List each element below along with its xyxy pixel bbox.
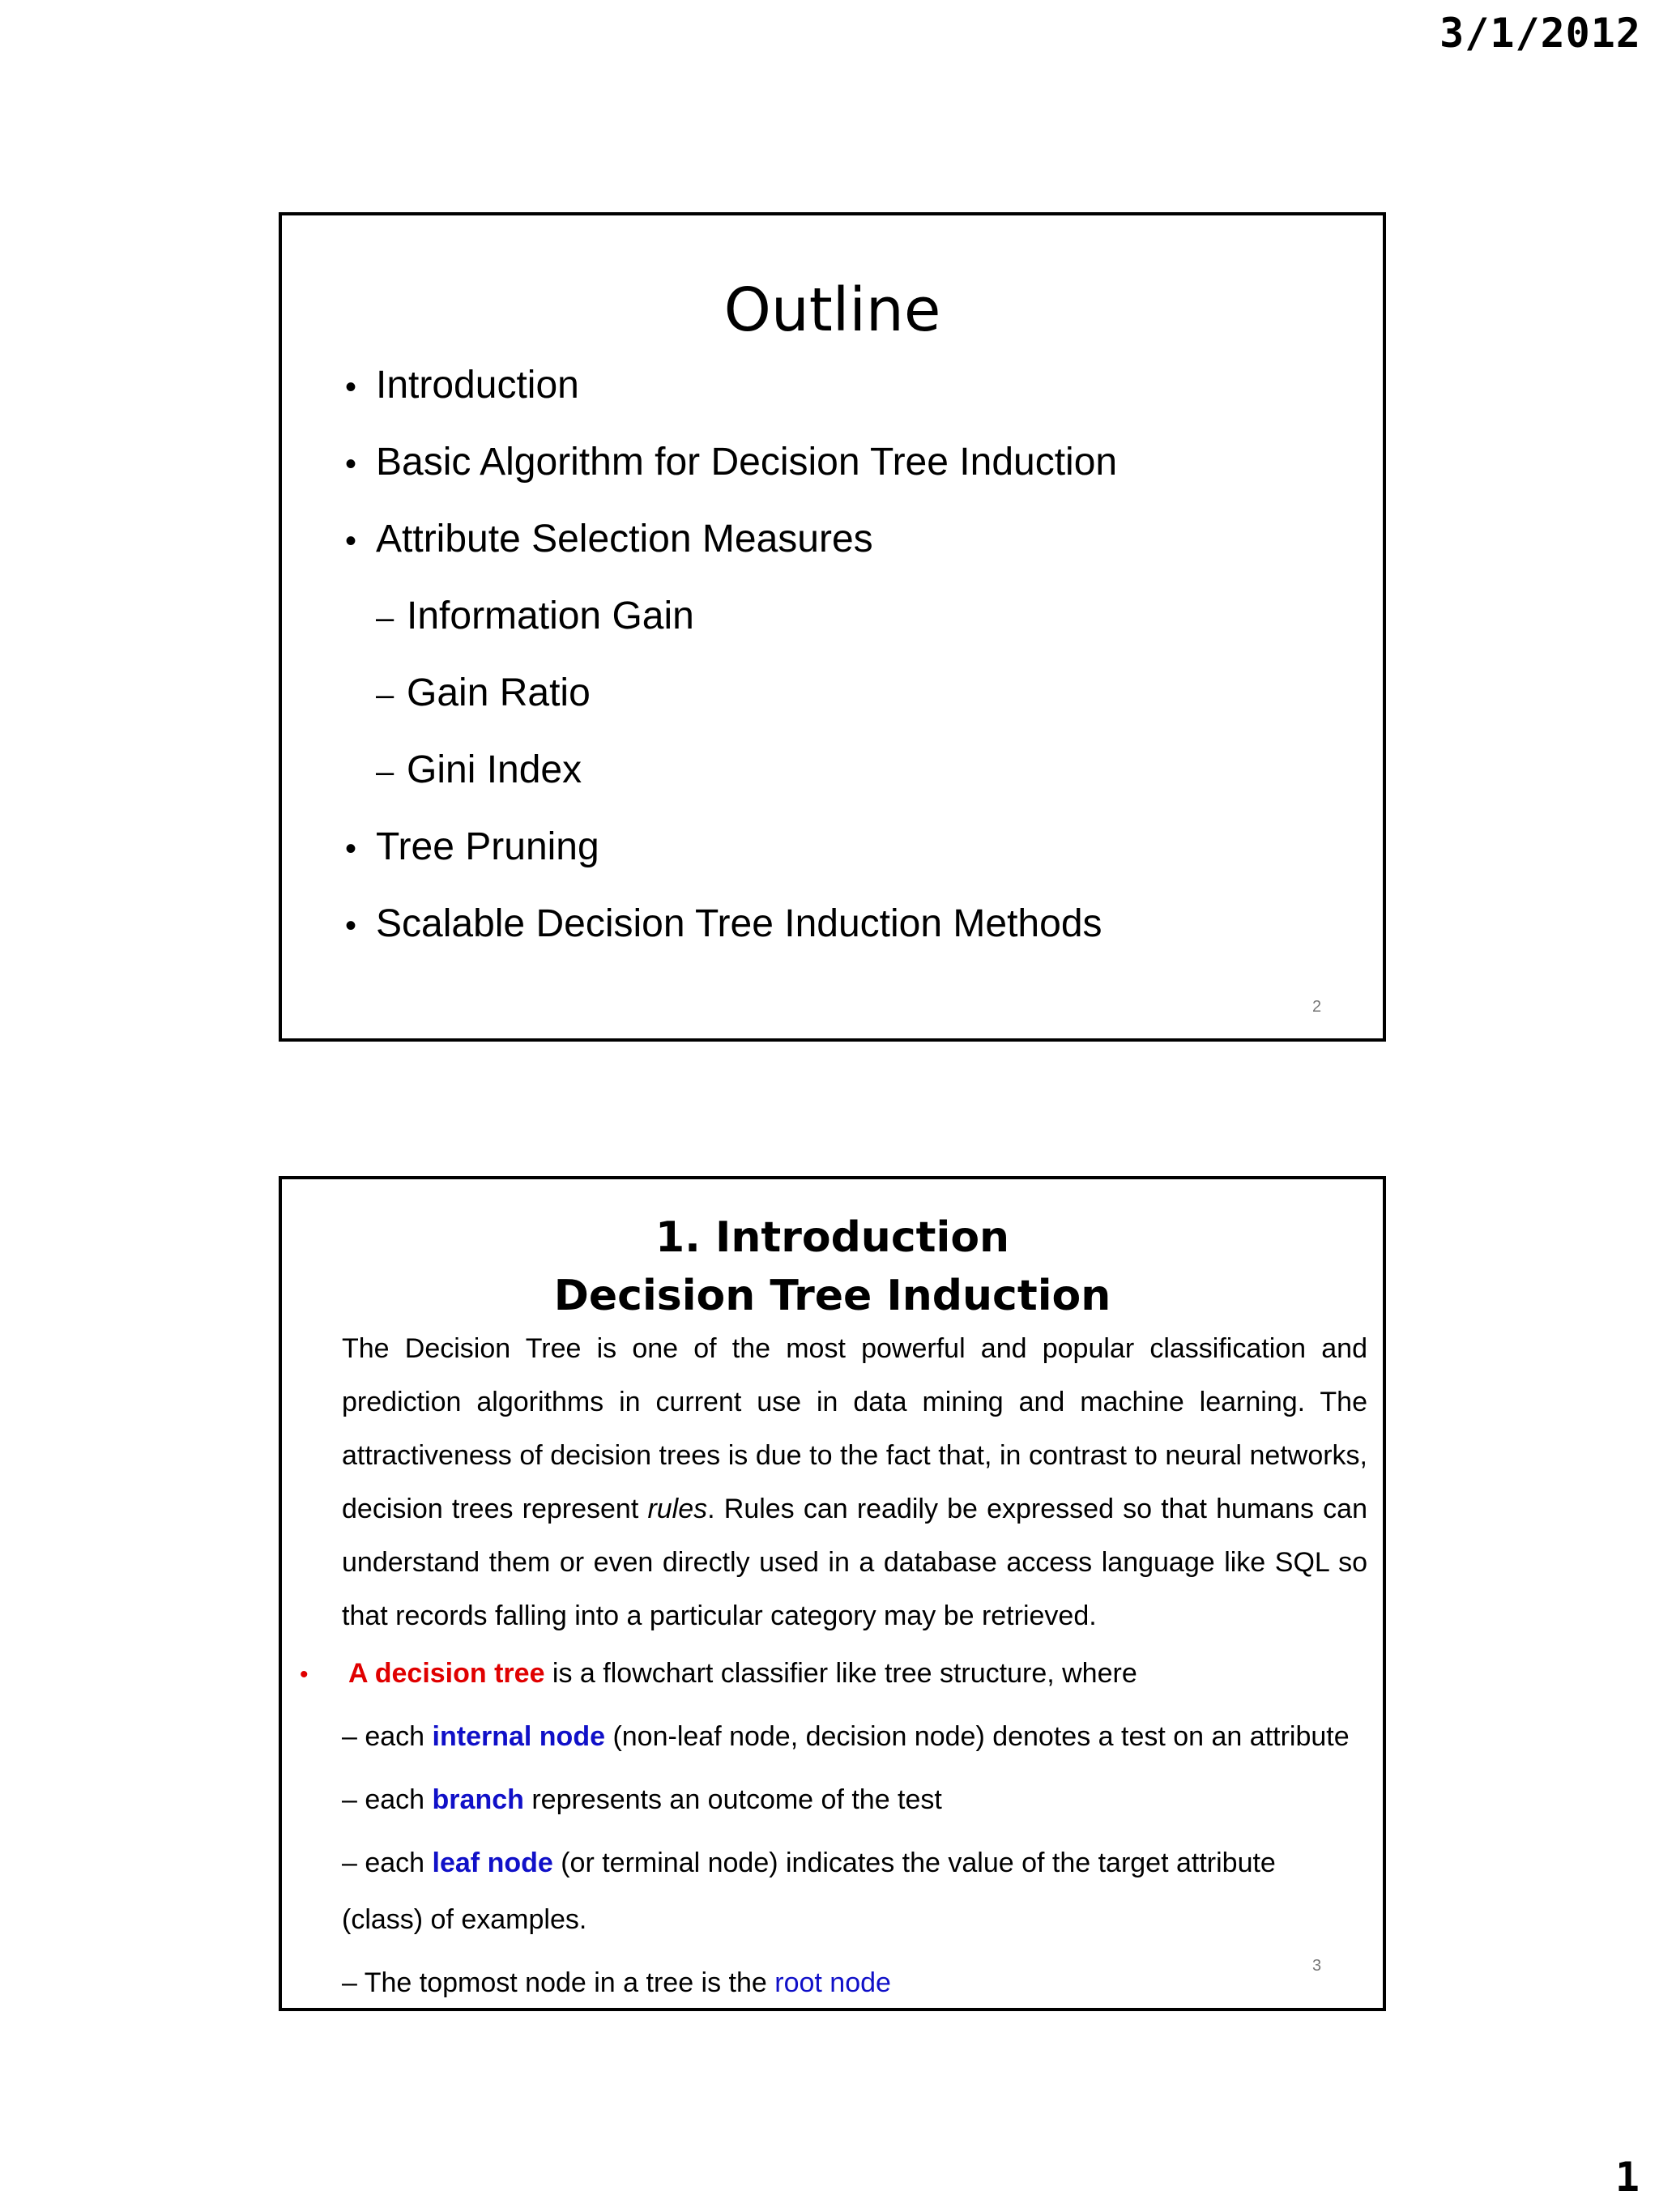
dash-icon: – (376, 754, 394, 790)
term-decision-tree: A decision tree (348, 1658, 545, 1689)
list-item (345, 438, 1350, 515)
internal-node-line (342, 1712, 1350, 1761)
line-prefix: – each (342, 1784, 433, 1815)
list-item-text: Information Gain (407, 595, 694, 637)
list-item-text: Tree Pruning (376, 825, 599, 868)
term-branch: branch (432, 1784, 524, 1815)
line-prefix: – each (342, 1848, 433, 1878)
list-item-text: Gini Index (407, 748, 582, 791)
dash-icon: – (376, 600, 394, 636)
sub-list-item (345, 592, 1350, 669)
list-item (345, 900, 1350, 977)
bullet-icon: • (300, 1661, 309, 1688)
bullet-icon: • (345, 831, 357, 867)
term-leaf-node: leaf node (432, 1848, 553, 1878)
list-item-text: Scalable Decision Tree Induction Methods (376, 902, 1102, 945)
dash-icon: – (376, 677, 394, 713)
list-item-text: Gain Ratio (407, 671, 591, 714)
term-root-node: root node (774, 1967, 891, 1998)
bullet-icon: • (345, 523, 357, 559)
sub-list-item (345, 746, 1350, 823)
definition-text: is a flowchart classifier like tree structure, where (544, 1658, 1137, 1689)
leaf-node-line (342, 1839, 1276, 1887)
list-item-text: Introduction (376, 364, 579, 407)
root-node-line (342, 1958, 891, 2007)
list-item-text: Basic Algorithm for Decision Tree Induction (376, 441, 1118, 484)
page-date: 3/1/2012 (1439, 10, 1641, 57)
line-text: represents an outcome of the test (523, 1784, 942, 1815)
sub-list-item (345, 669, 1350, 746)
slide-introduction (279, 1176, 1386, 2011)
slide-outline (279, 212, 1386, 1042)
bullet-icon: • (345, 369, 357, 405)
page-number: 1 (1614, 2154, 1640, 2201)
title-line-1: 1. Introduction (655, 1213, 1010, 1262)
list-item-text: Attribute Selection Measures (376, 518, 873, 560)
outline-list (345, 361, 1350, 977)
emphasis-rules: rules (647, 1494, 708, 1524)
line-prefix: – The topmost node in a tree is the (342, 1967, 775, 1998)
slide-title (282, 1208, 1383, 1325)
bullet-icon: • (345, 446, 357, 482)
bullet-icon: • (345, 908, 357, 944)
line-prefix: – each (342, 1721, 433, 1752)
list-item (345, 823, 1350, 900)
title-line-2: Decision Tree Induction (553, 1272, 1111, 1320)
list-item (345, 515, 1350, 592)
branch-line (342, 1775, 942, 1824)
term-internal-node: internal node (432, 1721, 605, 1752)
paragraph-text: . Rules can readily be expressed so that humans can understand them or even directly used in a database access language like SQL so that records falling into a particular category may be retrieved. (342, 1494, 1368, 1631)
definition-line (300, 1649, 1137, 1699)
slide-title: Outline (723, 275, 941, 345)
intro-paragraph (342, 1322, 1367, 1643)
slide-number: 2 (1312, 998, 1322, 1016)
line-text: (or terminal node) indicates the value of the target attribute (552, 1848, 1276, 1878)
line-text: (non-leaf node, decision node) denotes a test on an attribute (605, 1721, 1350, 1752)
leaf-node-continuation: (class) of examples. (342, 1904, 587, 1935)
paragraph-text: The Decision Tree is one of the most powerful and popular classification and prediction algorithms in current use in data mining and machine learning. The attractiveness of decision trees is due to the fact that, in contrast to neural networks, decision trees represent (342, 1333, 1367, 1524)
list-item (345, 361, 1350, 438)
slide-number: 3 (1312, 1957, 1322, 1975)
